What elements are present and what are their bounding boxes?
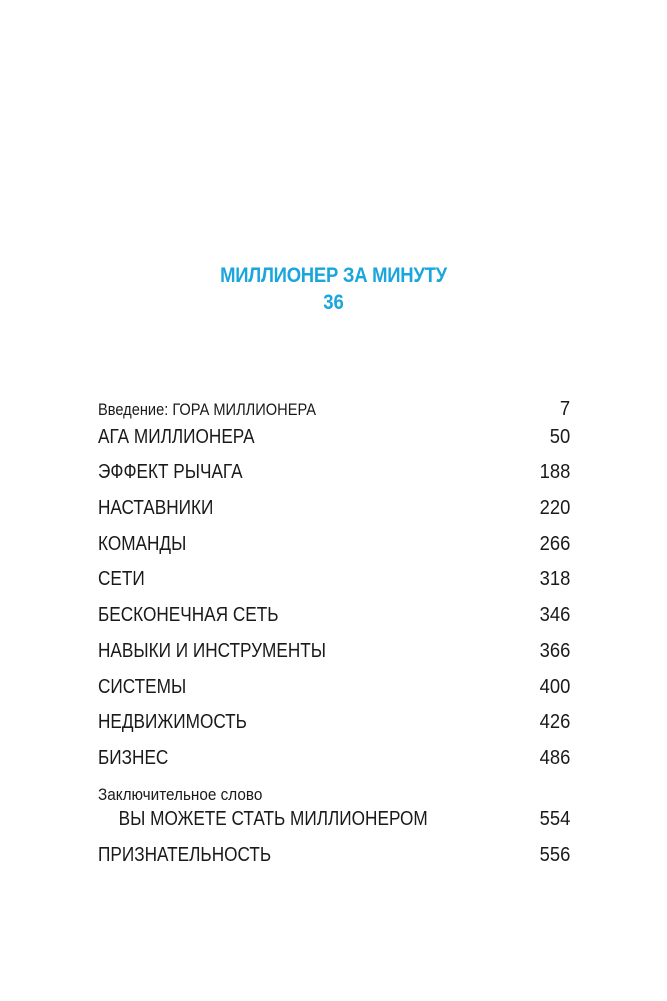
toc-entry-closing[interactable] bbox=[98, 806, 570, 832]
toc-entry[interactable] bbox=[98, 638, 570, 664]
closing-heading-text: Заключительное слово bbox=[98, 785, 263, 804]
toc-entry-page: 366 bbox=[539, 640, 570, 662]
toc-entry-label: ПРИЗНАТЕЛЬНОСТЬ bbox=[98, 844, 272, 866]
toc-entry-label: БИЗНЕС bbox=[98, 747, 169, 769]
toc-entry-label: ЭФФЕКТ РЫЧАГА bbox=[98, 461, 243, 483]
intro-title: ГОРА МИЛЛИОНЕРА bbox=[172, 400, 316, 419]
toc-entry[interactable] bbox=[98, 566, 570, 592]
toc-entry[interactable] bbox=[98, 745, 570, 771]
toc-entry-page: 50 bbox=[549, 426, 570, 448]
toc-entry-page: 318 bbox=[539, 568, 570, 590]
book-title: МИЛЛИОНЕР ЗА МИНУТУ bbox=[220, 264, 447, 287]
toc-entry[interactable] bbox=[98, 459, 570, 485]
toc-entry-page: 400 bbox=[539, 676, 570, 698]
toc-entry-page: 556 bbox=[539, 844, 570, 866]
toc-entry-page: 220 bbox=[539, 497, 570, 519]
toc-entry-page: 266 bbox=[539, 533, 570, 555]
toc-entry-label: СЕТИ bbox=[98, 568, 145, 590]
toc-entry-page: 426 bbox=[539, 711, 570, 733]
toc-entry-label: НАВЫКИ И ИНСТРУМЕНТЫ bbox=[98, 640, 327, 662]
heading bbox=[0, 262, 667, 316]
book-subtitle: 36 bbox=[323, 291, 344, 314]
toc-entry[interactable] bbox=[98, 495, 570, 521]
toc-entry-page: 554 bbox=[539, 808, 570, 830]
toc-entry-label: АГА МИЛЛИОНЕРА bbox=[98, 426, 255, 448]
toc-entry[interactable] bbox=[98, 424, 570, 450]
intro-prefix: Введение: bbox=[98, 400, 173, 419]
toc-entry-page: 7 bbox=[559, 398, 570, 420]
toc-entry-page: 188 bbox=[539, 461, 570, 483]
toc-entry-acknowledgments[interactable] bbox=[98, 842, 570, 868]
toc-entry[interactable] bbox=[98, 602, 570, 628]
closing-heading bbox=[98, 784, 570, 806]
toc-entry-label: НАСТАВНИКИ bbox=[98, 497, 214, 519]
toc-entry-label: БЕСКОНЕЧНАЯ СЕТЬ bbox=[98, 604, 279, 626]
toc-entry-label bbox=[98, 396, 316, 423]
toc-entry-label: НЕДВИЖИМОСТЬ bbox=[98, 711, 247, 733]
toc-entry-label: КОМАНДЫ bbox=[98, 533, 187, 555]
toc-entry-page: 346 bbox=[539, 604, 570, 626]
toc-entry-page: 486 bbox=[539, 747, 570, 769]
toc-entry-intro[interactable] bbox=[98, 396, 570, 422]
toc-entry[interactable] bbox=[98, 709, 570, 735]
toc-entry[interactable] bbox=[98, 531, 570, 557]
toc-entry[interactable] bbox=[98, 674, 570, 700]
toc-entry-label: СИСТЕМЫ bbox=[98, 676, 187, 698]
toc-entry-label: ВЫ МОЖЕТЕ СТАТЬ МИЛЛИОНЕРОМ bbox=[118, 808, 428, 830]
